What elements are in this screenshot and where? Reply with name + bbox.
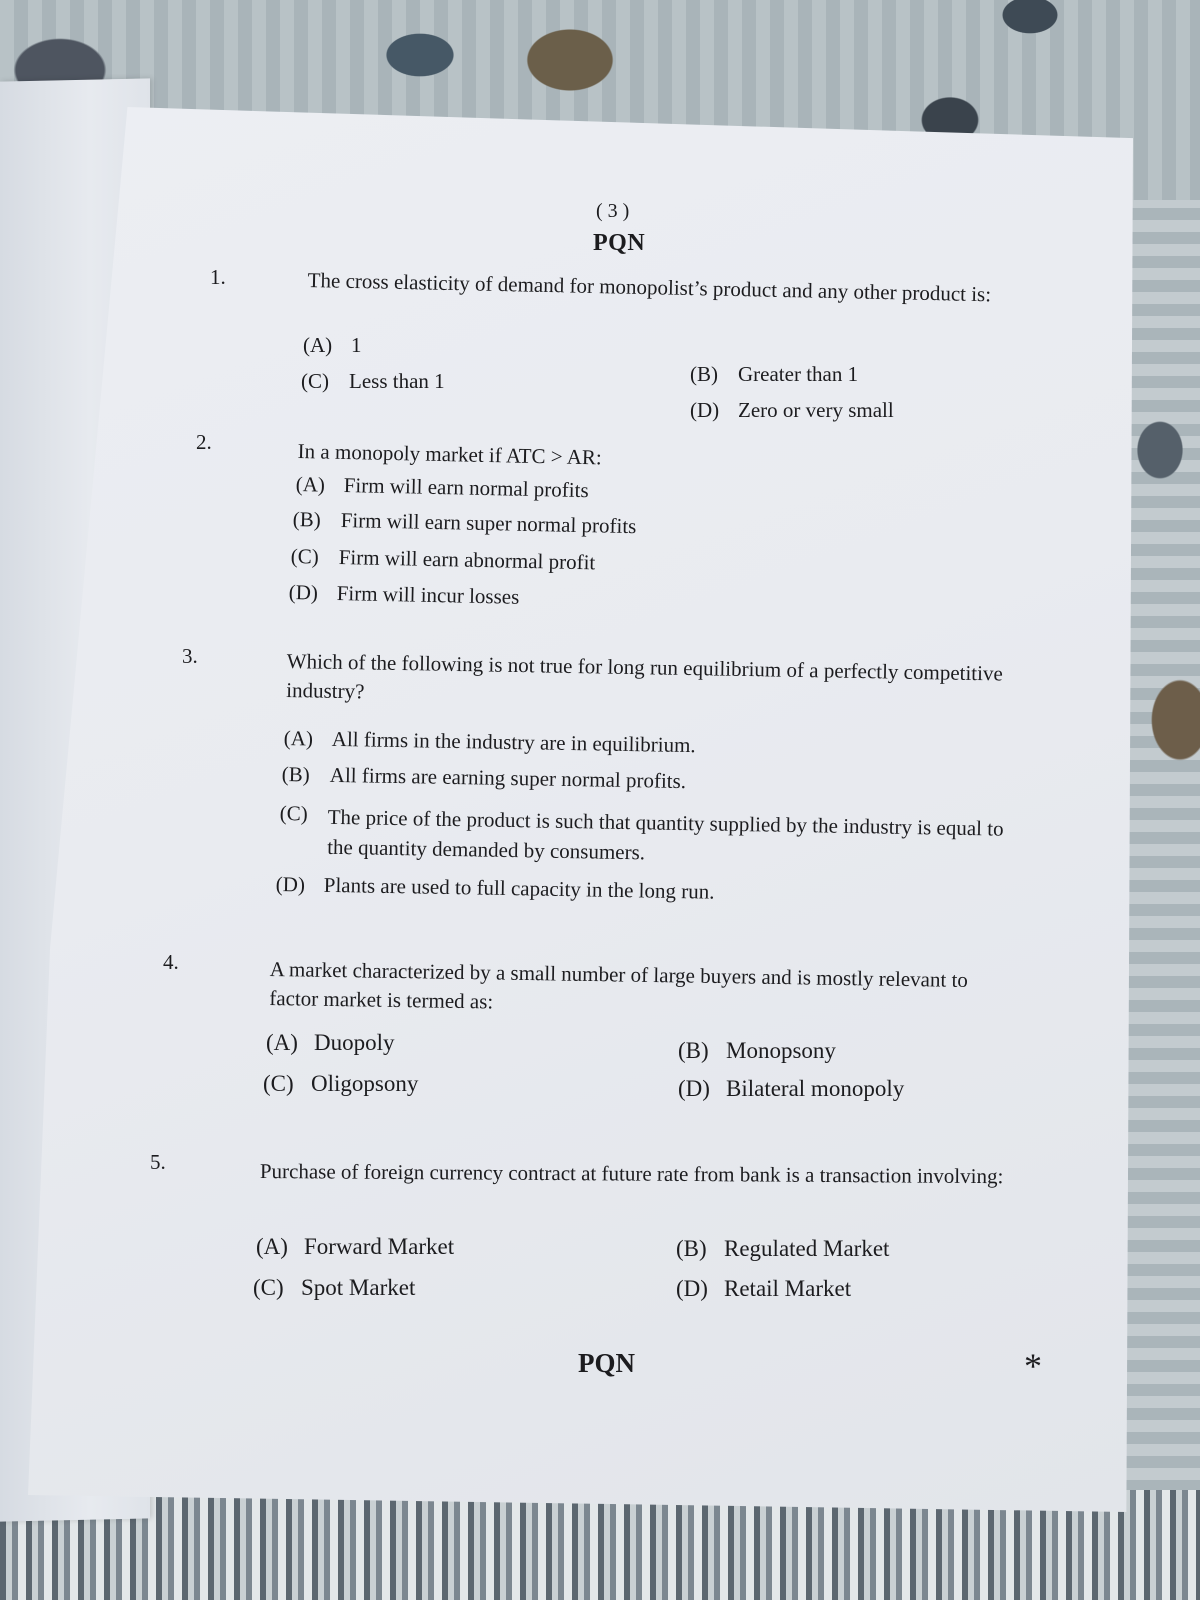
option-c — [279, 801, 1018, 874]
option-text: Regulated Market — [724, 1236, 890, 1261]
option-text: Zero or very small — [738, 398, 894, 422]
option-label: (D) — [676, 1276, 708, 1301]
question-text: The cross elasticity of demand for monopolist’s product and any other product is: — [307, 267, 992, 307]
option-b — [282, 762, 687, 794]
question-number: 3. — [182, 644, 198, 668]
option-label: (B) — [281, 762, 310, 787]
paper-code-footer: PQN — [578, 1348, 635, 1378]
option-text: Oligopsony — [311, 1071, 419, 1096]
option-a — [256, 1234, 454, 1260]
option-b — [676, 1236, 889, 1262]
option-text: Monopsony — [726, 1038, 836, 1063]
option-b — [690, 362, 858, 387]
option-label: (A) — [266, 1030, 298, 1055]
option-text: 1 — [351, 333, 362, 357]
option-label: (D) — [275, 872, 306, 897]
option-text: Firm will incur losses — [336, 581, 520, 609]
option-label: (A) — [295, 472, 326, 497]
option-a — [295, 472, 588, 503]
asterisk-mark: * — [1024, 1346, 1042, 1386]
option-label: (C) — [301, 369, 329, 393]
option-d — [676, 1276, 851, 1302]
question-number: 2. — [196, 430, 212, 454]
question-number: 5. — [150, 1150, 166, 1174]
option-label: (D) — [690, 398, 720, 422]
option-text: Firm will earn normal profits — [343, 473, 589, 503]
page-number: ( 3 ) — [596, 200, 630, 222]
option-label: (C) — [290, 544, 319, 569]
option-text: Less than 1 — [349, 369, 445, 393]
question-text: Which of the following is not true for long run equilibrium of a perfectly competitive industry? — [286, 648, 1004, 704]
option-label: (D) — [678, 1076, 710, 1101]
option-text: Spot Market — [301, 1275, 416, 1300]
question-number: 1. — [210, 265, 226, 289]
option-text: Firm will earn abnormal profit — [338, 545, 596, 575]
option-d — [678, 1076, 904, 1102]
option-text: The price of the product is such that quantity supplied by the industry is equal to the quantity demanded by consumers. — [326, 804, 1004, 865]
option-d — [288, 580, 519, 610]
option-c — [301, 369, 445, 394]
option-label: (B) — [690, 362, 718, 386]
option-text: Duopoly — [314, 1030, 395, 1055]
option-label: (C) — [263, 1071, 294, 1096]
option-a — [303, 333, 362, 358]
option-text: Firm will earn super normal profits — [340, 508, 637, 539]
option-d — [690, 398, 894, 423]
option-label: (A) — [303, 333, 333, 357]
option-label: (B) — [292, 507, 321, 532]
option-label: (D) — [288, 580, 319, 605]
option-label: (C) — [279, 801, 308, 826]
option-label: (A) — [283, 726, 314, 751]
option-text: All firms in the industry are in equilibrium. — [331, 726, 696, 758]
option-label: (B) — [678, 1038, 709, 1063]
option-text: All firms are earning super normal profits. — [329, 762, 687, 794]
option-text: Retail Market — [724, 1276, 852, 1301]
option-text: Forward Market — [304, 1234, 455, 1259]
option-c — [253, 1275, 415, 1301]
question-text: Purchase of foreign currency contract at future rate from bank is a transaction involving: — [259, 1159, 1004, 1189]
option-d — [276, 872, 715, 905]
option-text: Plants are used to full capacity in the long run. — [323, 872, 715, 904]
option-c — [290, 544, 595, 575]
option-b — [292, 507, 636, 539]
option-b — [678, 1038, 836, 1064]
option-a — [284, 726, 696, 758]
option-label: (A) — [256, 1234, 288, 1259]
option-label: (B) — [676, 1236, 707, 1261]
question-text: In a monopoly market if ATC > AR: — [297, 438, 602, 470]
option-a — [266, 1030, 395, 1056]
option-c — [263, 1071, 418, 1097]
option-text: Greater than 1 — [738, 362, 859, 386]
paper-code-header: PQN — [593, 230, 646, 256]
question-number: 4. — [163, 950, 179, 974]
question-text: A market characterized by a small number of large buyers and is mostly relevant to factor market is termed as: — [269, 956, 969, 1014]
option-text: Bilateral monopoly — [726, 1076, 905, 1101]
option-label: (C) — [253, 1275, 284, 1300]
